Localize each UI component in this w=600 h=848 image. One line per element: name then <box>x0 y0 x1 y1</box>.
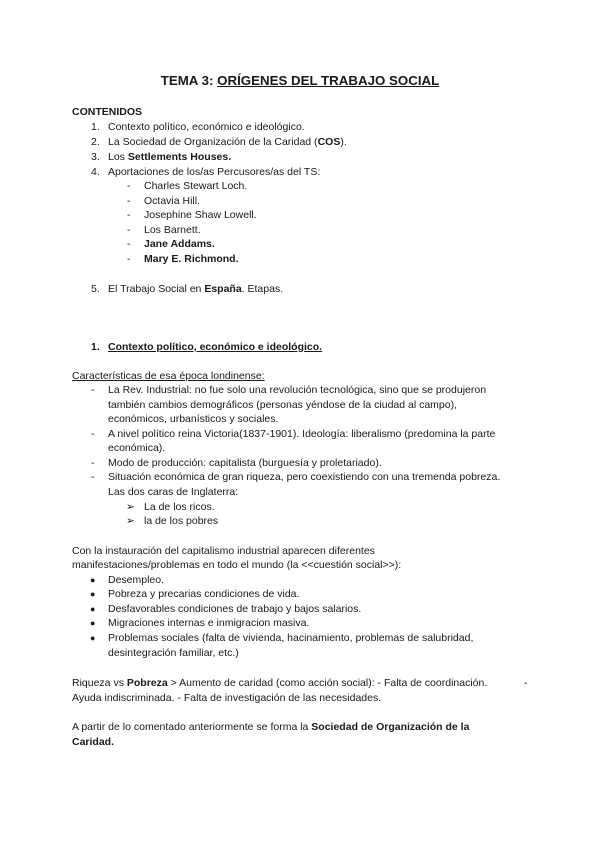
conclusion-line-2: Caridad. <box>72 736 115 748</box>
dash-marker: - <box>127 238 131 250</box>
face-item: la de los pobres <box>144 515 219 527</box>
problem-item: Migraciones internas e inmigracion masiva. <box>108 617 310 629</box>
bullet-dot-icon: ● <box>90 604 96 614</box>
section-1-subheading: Características de esa época londinense: <box>72 370 265 382</box>
riqueza-dash: - <box>524 677 528 689</box>
context-bullet-line: también cambios demográficos (personas yéndose de la ciudad al campo), <box>108 399 458 411</box>
contents-item-2-num: 2. <box>91 136 100 148</box>
contents-item-4-num: 4. <box>91 166 100 178</box>
context-bullet-line: Situación económica de gran riqueza, pero coexistiendo con una tremenda pobreza. <box>108 471 501 483</box>
dash-marker: - <box>91 384 95 396</box>
bullet-dot-icon: ● <box>90 575 96 585</box>
contents-item-3: Los Settlements Houses. <box>108 151 232 163</box>
dash-marker: - <box>127 195 131 207</box>
section-1-heading: Contexto político, económico e ideológico. <box>108 341 323 353</box>
riqueza-line: Riqueza vs Pobreza > Aumento de caridad (como acción social): - Falta de coordinación. <box>72 677 488 689</box>
title-underlined: ORÍGENES DEL TRABAJO SOCIAL <box>217 73 440 88</box>
problem-item: Problemas sociales (falta de vivienda, hacinamiento, problemas de salubridad, <box>108 632 474 644</box>
intro-paragraph-line: Con la instauración del capitalismo industrial aparecen diferentes <box>72 545 375 557</box>
context-bullet-line: económica). <box>108 442 166 454</box>
context-bullet-line: económicos, urbanísticos y sociales. <box>108 413 279 425</box>
bullet-dot-icon: ● <box>90 618 96 628</box>
dash-marker: - <box>127 224 131 236</box>
problem-item: Pobreza y precarias condiciones de vida. <box>108 588 300 600</box>
precursor-item: Josephine Shaw Lowell. <box>144 209 257 221</box>
context-bullet-line: La Rev. Industrial: no fue solo una revolución tecnológica, sino que se produjeron <box>108 384 487 396</box>
contents-item-5-num: 5. <box>91 283 100 295</box>
precursor-item: Mary E. Richmond. <box>144 253 239 265</box>
page-title <box>0 74 600 89</box>
contents-item-1: Contexto político, económico e ideológico. <box>108 121 305 133</box>
dash-marker: - <box>91 428 95 440</box>
contents-item-4: Aportaciones de los/as Percusores/as del TS: <box>108 166 321 178</box>
context-bullet-line: A nivel político reina Victoria(1837-1901). Ideología: liberalismo (predomina la parte <box>108 428 496 440</box>
contents-heading: CONTENIDOS <box>72 106 143 118</box>
problem-item: Desempleo. <box>108 574 165 586</box>
dash-marker: - <box>127 253 131 265</box>
arrow-bullet-icon: ➢ <box>126 515 135 527</box>
precursor-item: Los Barnett. <box>144 224 201 236</box>
context-bullet-line: Las dos caras de Inglaterra: <box>108 486 239 498</box>
section-1-num: 1. <box>91 341 100 353</box>
contents-item-3-num: 3. <box>91 151 100 163</box>
bullet-dot-icon: ● <box>90 589 96 599</box>
contents-item-2: La Sociedad de Organización de la Caridad (COS). <box>108 136 347 148</box>
precursor-item: Jane Addams. <box>144 238 215 250</box>
dash-marker: - <box>91 457 95 469</box>
riqueza-line-2: Ayuda indiscriminada. - Falta de investigación de las necesidades. <box>72 692 382 704</box>
bullet-dot-icon: ● <box>90 633 96 643</box>
contents-item-1-num: 1. <box>91 121 100 133</box>
dash-marker: - <box>127 209 131 221</box>
precursor-item: Charles Stewart Loch. <box>144 180 248 192</box>
contents-item-5: El Trabajo Social en España. Etapas. <box>108 283 284 295</box>
intro-paragraph-line: manifestaciones/problemas en todo el mundo (la <<cuestión social>>): <box>72 559 402 571</box>
context-bullet-line: Modo de producción: capitalista (burguesía y proletariado). <box>108 457 382 469</box>
arrow-bullet-icon: ➢ <box>126 501 135 513</box>
title-prefix: TEMA 3: <box>160 73 218 88</box>
problem-item: desintegración familiar, etc.) <box>108 647 239 659</box>
face-item: La de los ricos. <box>144 501 215 513</box>
dash-marker: - <box>127 180 131 192</box>
conclusion-line: A partir de lo comentado anteriormente se forma la Sociedad de Organización de la <box>72 721 470 733</box>
precursor-item: Octavia Hill. <box>144 195 201 207</box>
dash-marker: - <box>91 471 95 483</box>
problem-item: Desfavorables condiciones de trabajo y bajos salarios. <box>108 603 362 615</box>
